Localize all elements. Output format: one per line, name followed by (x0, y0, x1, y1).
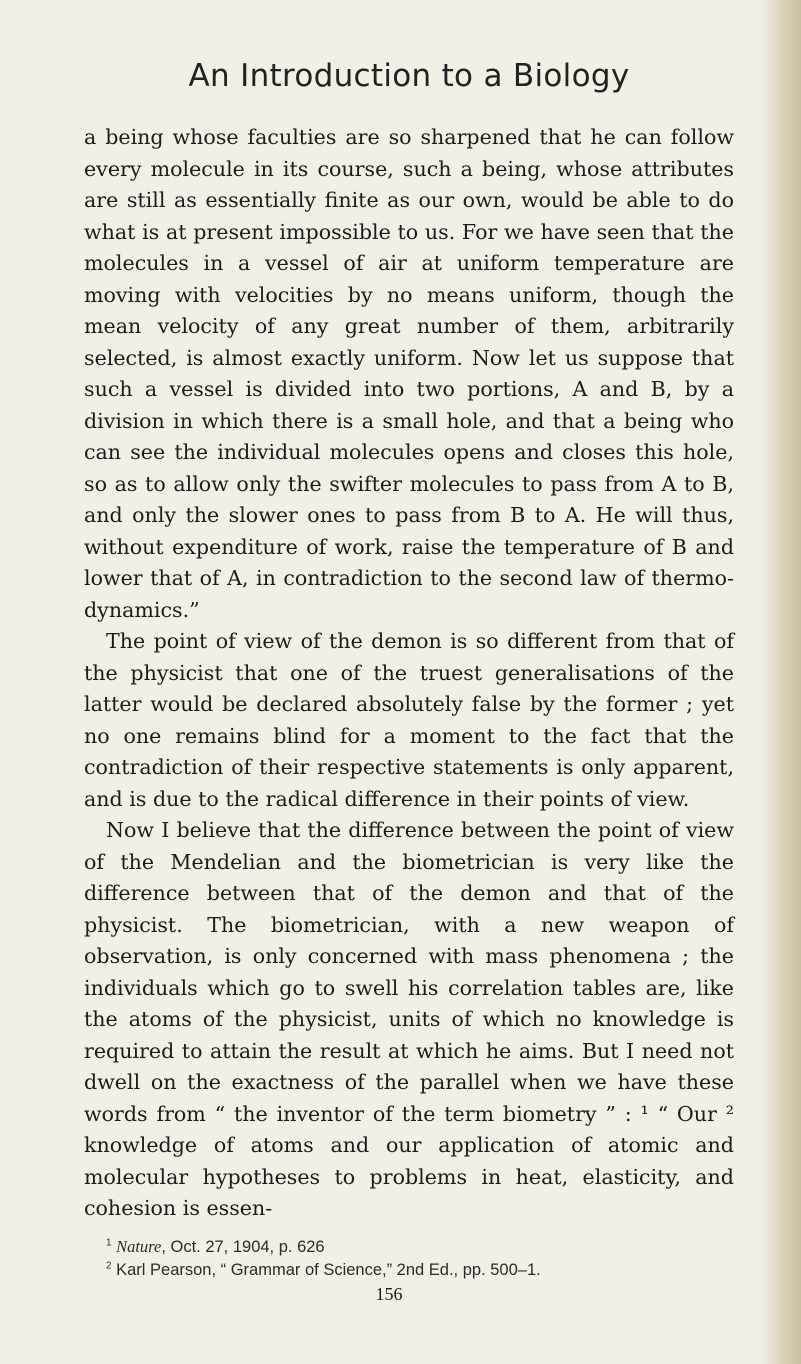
book-page (84, 56, 734, 1305)
footnote-text: Karl Pearson, “ Grammar of Science,” 2nd Ed., pp. 500–1. (116, 1260, 541, 1279)
paragraph: Now I believe that the difference between the point of view of the Mendelian and the biometrician is very like the difference between that of the demon and that of the physicist. The biometrician, with a new weapon of observation, is only concerned with mass phenomena ; the individuals which go to swell his correlation tables are, like the atoms of the physicist, units of which no knowledge is required to attain the result at which he aims. But I need not dwell on the exactness of the parallel when we have these words from “ the inventor of the term biometry ” : ¹ “ Our ² knowledge of atoms and our application of atomic and molecular hypotheses to problems in heat, elasticity, and cohesion is essen- (84, 818, 734, 1220)
running-header: An Introduction to a Biology (188, 58, 630, 94)
page-number: 156 (375, 1283, 403, 1304)
page-edge-shading (761, 0, 801, 1364)
paragraph: a being whose faculties are so sharpened that he can follow every molecule in its course, such a being, whose attributes are still as essentially finite as our own, would be able to do what is at present impossible to us. For we have seen that the molecules in a vessel of air at uniform temperature are moving with velocities by no means uniform, though the mean velocity of any great number of them, arbitrarily selected, is almost exactly uniform. Now let us suppose that such a vessel is divided into two portions, A and B, by a division in which there is a small hole, and that a being who can see the individual molecules opens and closes this hole, so as to allow only the swifter molecules to pass from A to B, and only the slower ones to pass from B to A. He will thus, without expenditure of work, raise the temperature of B and lower that of A, in contradiction to the second law of thermo-dynamics.” (84, 125, 734, 622)
footnote-text: , Oct. 27, 1904, p. 626 (161, 1237, 325, 1256)
footnote-mark: 2 (106, 1260, 112, 1271)
paragraph: The point of view of the demon is so different from that of the physicist that one of the truest generalisations of the latter would be declared absolutely false by the former ; yet no one remains blind for a moment to the fact that the contradiction of their respective statements is only apparent, and is due to the radical difference in their points of view. (84, 629, 734, 811)
footnote-2 (106, 1259, 734, 1282)
footnotes (84, 1235, 734, 1282)
footnote-mark: 1 (106, 1237, 112, 1248)
footnote-source: Nature (116, 1236, 162, 1256)
body-text (84, 122, 734, 1225)
footnote-1 (106, 1235, 734, 1259)
